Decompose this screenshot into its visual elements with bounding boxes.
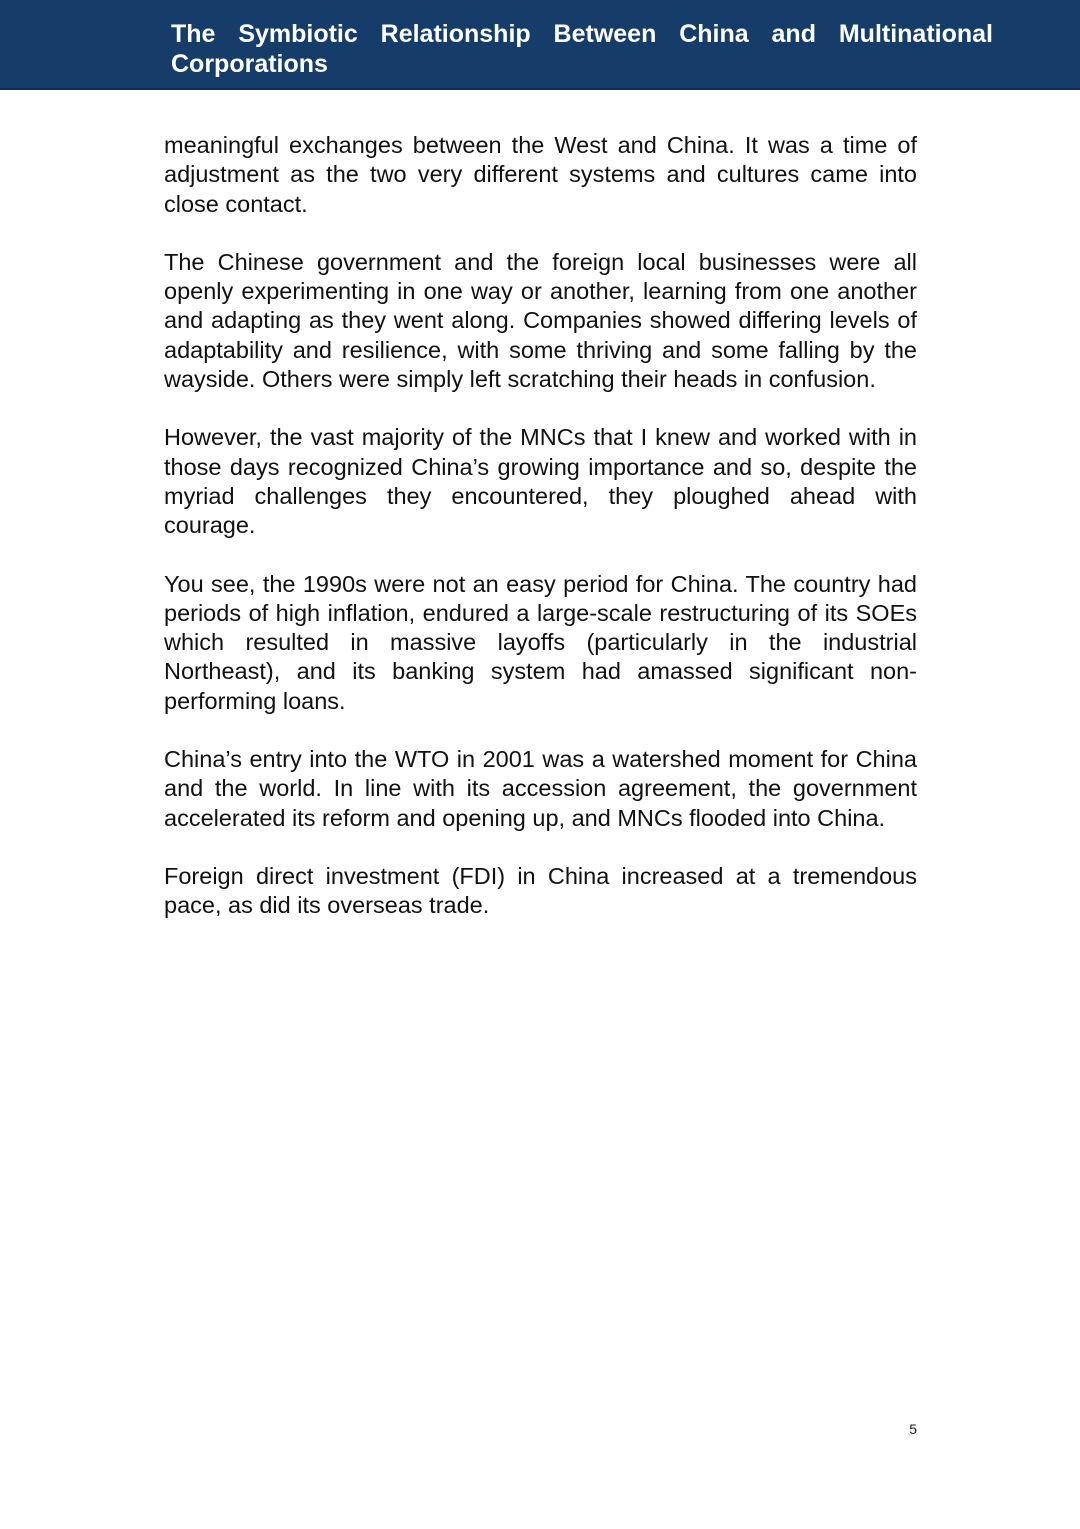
paragraph-4: You see, the 1990s were not an easy period for China. The country had periods of high inflation, endured a large-scale restructuring of its SOEs which resulted in massive layoffs (particularly in the industrial Northeast), and its banking system had amassed significant non-performing loans. [164, 570, 917, 714]
header-band [0, 0, 1080, 90]
document-body [164, 131, 917, 950]
paragraph-5: China’s entry into the WTO in 2001 was a watershed moment for China and the world. In line with its accession agreement, the government accelerated its reform and opening up, and MNCs flooded into China. [164, 746, 917, 831]
paragraph-6: Foreign direct investment (FDI) in China increased at a tremendous pace, as did its overseas trade. [164, 862, 917, 919]
paragraph-2: The Chinese government and the foreign local businesses were all openly experimenting in one way or another, learning from one another and adapting as they went along. Companies showed differing levels of adaptability and resilience, with some thriving and some falling by the wayside. Others were simply left scratching their heads in confusion. [164, 248, 917, 393]
document-title: The Symbiotic Relationship Between China and Multinational Corporations [171, 20, 993, 78]
paragraph-3: However, the vast majority of the MNCs that I knew and worked with in those days recognized China’s growing importance and so, despite the myriad challenges they encountered, they ploughed ahead with courage. [164, 424, 917, 539]
paragraph-1: meaningful exchanges between the West and China. It was a time of adjustment as the two very different systems and cultures came into close contact. [164, 132, 917, 217]
page-number: 5 [909, 1421, 917, 1437]
